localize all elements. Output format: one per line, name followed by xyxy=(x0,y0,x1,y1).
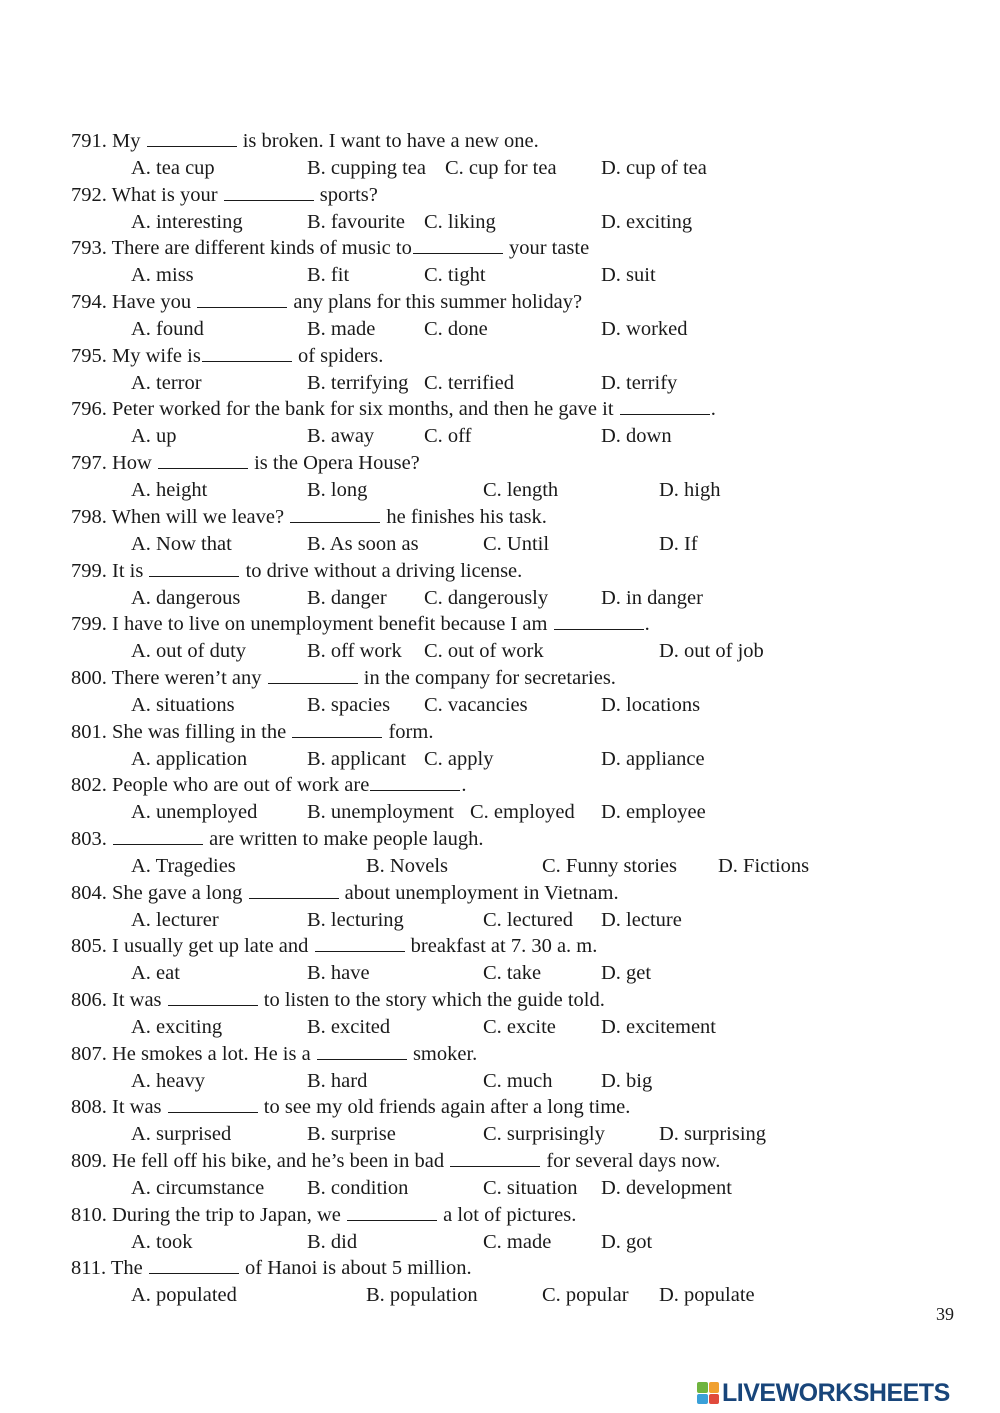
question-stem xyxy=(71,343,383,369)
question-stem xyxy=(71,665,616,691)
answer-option-b: B. Novels xyxy=(366,854,448,877)
question-stem xyxy=(71,1094,630,1120)
question-item xyxy=(71,558,971,612)
question-text: form. xyxy=(383,720,434,743)
answer-option-c: C. Funny stories xyxy=(542,854,677,877)
answer-option-a: A. populated xyxy=(131,1284,237,1307)
answer-option-c: C. much xyxy=(483,1069,553,1092)
answer-option-b: B. fit xyxy=(307,264,350,287)
answer-option-c: C. surprisingly xyxy=(483,1123,605,1146)
answer-option-b: B. hard xyxy=(307,1069,368,1092)
question-stem xyxy=(71,235,589,261)
question-text: 803. xyxy=(71,827,112,850)
question-text: a lot of pictures. xyxy=(438,1203,577,1226)
question-text: 805. I usually get up late and xyxy=(71,935,314,958)
answer-option-b: B. excited xyxy=(307,1016,391,1038)
question-stem xyxy=(71,504,547,530)
question-text: to see my old friends again after a long time. xyxy=(258,1096,631,1119)
answer-option-b: B. long xyxy=(307,479,368,502)
question-text: 798. When will we leave? xyxy=(71,505,290,528)
question-text: for several days now. xyxy=(541,1150,721,1173)
answer-option-b: B. have xyxy=(307,962,370,985)
question-text: 807. He smokes a lot. He is a xyxy=(71,1042,316,1065)
logo-square-orange xyxy=(709,1382,720,1393)
question-text: in the company for secretaries. xyxy=(358,666,616,689)
answer-option-b: B. condition xyxy=(307,1177,409,1200)
question-item xyxy=(71,665,971,719)
answer-blank[interactable] xyxy=(149,558,239,577)
question-stem xyxy=(71,611,650,637)
answer-option-c: C. tight xyxy=(424,264,486,287)
question-stem xyxy=(71,1041,477,1067)
question-stem xyxy=(71,1148,720,1174)
answer-option-b: B. danger xyxy=(307,586,387,609)
question-item xyxy=(71,611,971,665)
answer-blank[interactable] xyxy=(315,933,405,952)
question-stem xyxy=(71,128,539,154)
answer-option-a: A. Now that xyxy=(131,532,232,555)
answer-option-a: A. took xyxy=(131,1230,193,1253)
question-item xyxy=(71,289,971,343)
answer-option-b: B. applicant xyxy=(307,747,407,770)
question-text: 797. How xyxy=(71,452,157,475)
answer-blank[interactable] xyxy=(620,396,710,415)
question-text: 793. There are different kinds of music to xyxy=(71,237,412,260)
question-stem xyxy=(71,719,433,745)
answer-option-b: B. cupping tea xyxy=(307,157,426,179)
question-text: 802. People who are out of work are xyxy=(71,774,370,797)
answer-option-a: A. out of duty xyxy=(131,640,247,663)
answer-blank[interactable] xyxy=(370,772,460,791)
question-stem xyxy=(71,396,716,422)
answer-option-d: D. suit xyxy=(601,264,656,287)
answer-option-a: A. eat xyxy=(131,962,180,985)
logo-square-green xyxy=(697,1382,708,1393)
answer-option-d: D. locations xyxy=(601,693,701,716)
question-item xyxy=(71,343,971,397)
question-text: 795. My wife is xyxy=(71,344,201,367)
answer-option-a: A. found xyxy=(131,318,204,341)
question-stem xyxy=(71,772,466,798)
question-text: 804. She gave a long xyxy=(71,881,248,904)
answer-option-d: D. excitement xyxy=(601,1016,716,1038)
question-item xyxy=(71,450,971,504)
answer-option-d: D. get xyxy=(601,962,652,985)
answer-blank[interactable] xyxy=(268,665,358,684)
answer-option-a: A. height xyxy=(131,479,208,502)
question-item xyxy=(71,235,971,289)
page-number: 39 xyxy=(936,1304,954,1324)
question-text: breakfast at 7. 30 a. m. xyxy=(405,935,598,958)
question-item xyxy=(71,128,971,182)
question-stem xyxy=(71,880,619,906)
question-text: . xyxy=(644,613,650,636)
answer-blank[interactable] xyxy=(197,289,287,308)
answer-option-b: B. made xyxy=(307,318,376,341)
answer-option-a: A. lecturer xyxy=(131,908,219,931)
answer-option-c: C. done xyxy=(424,318,488,341)
question-text: of spiders. xyxy=(292,344,384,367)
answer-option-a: A. terror xyxy=(131,371,202,394)
answer-option-c: C. lectured xyxy=(483,908,573,931)
answer-option-a: A. dangerous xyxy=(131,586,241,609)
answer-option-d: D. development xyxy=(601,1177,732,1200)
answer-option-b: B. favourite xyxy=(307,210,405,233)
answer-option-a: A. circumstance xyxy=(131,1177,265,1200)
answer-blank[interactable] xyxy=(450,1148,540,1167)
answer-option-d: D. worked xyxy=(601,318,688,341)
question-text: 799. I have to live on unemployment benefit because I am xyxy=(71,613,553,636)
question-text: to listen to the story which the guide told. xyxy=(258,989,605,1011)
question-item xyxy=(71,880,971,934)
answer-option-a: A. exciting xyxy=(131,1016,223,1038)
question-item xyxy=(71,1255,971,1309)
answer-blank[interactable] xyxy=(168,1094,258,1113)
answer-option-a: A. situations xyxy=(131,693,235,716)
answer-option-d: D. high xyxy=(659,479,721,502)
question-text: 801. She was filling in the xyxy=(71,720,292,743)
answer-blank[interactable] xyxy=(149,1255,239,1274)
answer-option-a: A. heavy xyxy=(131,1069,206,1092)
answer-blank[interactable] xyxy=(317,1041,407,1060)
question-stem xyxy=(71,289,582,315)
question-text: is the Opera House? xyxy=(248,452,420,475)
question-item xyxy=(71,1202,971,1256)
answer-option-c: C. employed xyxy=(470,801,575,824)
answer-option-c: C. dangerously xyxy=(424,586,549,609)
answer-blank[interactable] xyxy=(168,987,258,1006)
answer-option-a: A. miss xyxy=(131,264,194,287)
answer-option-d: D. got xyxy=(601,1230,653,1253)
answer-option-d: D. big xyxy=(601,1069,653,1092)
question-text: sports? xyxy=(314,183,378,206)
question-list xyxy=(71,128,971,1309)
answer-option-b: B. population xyxy=(366,1284,478,1307)
question-item xyxy=(71,826,971,880)
answer-option-c: C. off xyxy=(424,425,472,448)
question-item xyxy=(71,719,971,773)
answer-option-a: A. interesting xyxy=(131,210,243,233)
liveworksheets-logo-text: LIVEWORKSHEETS xyxy=(722,1378,950,1407)
answer-option-a: A. tea cup xyxy=(131,157,215,179)
question-text: is broken. I want to have a new one. xyxy=(237,130,539,152)
question-item xyxy=(71,396,971,450)
question-text: 809. He fell off his bike, and he’s been in bad xyxy=(71,1150,450,1173)
answer-option-d: D. Fictions xyxy=(718,854,810,877)
answer-option-a: A. application xyxy=(131,747,248,770)
question-stem xyxy=(71,450,420,476)
question-text: 806. It was xyxy=(71,989,167,1011)
answer-blank[interactable] xyxy=(290,504,380,523)
question-item xyxy=(71,1094,971,1148)
question-text: . xyxy=(461,774,467,797)
question-text: about unemployment in Vietnam. xyxy=(339,881,619,904)
answer-blank[interactable] xyxy=(113,826,203,845)
answer-option-c: C. vacancies xyxy=(424,693,528,716)
answer-blank[interactable] xyxy=(158,450,248,469)
question-item xyxy=(71,1148,971,1202)
question-item xyxy=(71,772,971,826)
question-text: 810. During the trip to Japan, we xyxy=(71,1203,346,1226)
question-text: 799. It is xyxy=(71,559,149,582)
question-item xyxy=(71,182,971,236)
answer-option-c: C. Until xyxy=(483,532,550,555)
logo-square-red xyxy=(709,1394,720,1405)
question-stem xyxy=(71,1255,472,1281)
question-item xyxy=(71,1041,971,1095)
question-text: 796. Peter worked for the bank for six months, and then he gave it xyxy=(71,398,619,421)
question-text: 800. There weren’t any xyxy=(71,666,267,689)
answer-option-b: B. unemployment xyxy=(307,801,454,824)
answer-blank[interactable] xyxy=(249,880,339,899)
answer-option-c: C. excite xyxy=(483,1016,556,1038)
question-text: 794. Have you xyxy=(71,291,197,314)
question-text: 792. What is your xyxy=(71,183,223,206)
answer-option-c: C. length xyxy=(483,479,559,502)
answer-option-a: A. Tragedies xyxy=(131,854,236,877)
answer-option-c: C. situation xyxy=(483,1177,578,1200)
answer-option-d: D. in danger xyxy=(601,586,703,609)
answer-option-c: C. take xyxy=(483,962,542,985)
answer-option-c: C. liking xyxy=(424,210,496,233)
question-stem xyxy=(71,987,605,1013)
question-stem xyxy=(71,933,597,959)
question-text: he finishes his task. xyxy=(381,505,547,528)
logo-square-blue xyxy=(697,1394,708,1405)
answer-blank[interactable] xyxy=(554,611,644,630)
question-text: 791. My xyxy=(71,130,146,152)
question-item xyxy=(71,504,971,558)
answer-option-d: D. appliance xyxy=(601,747,705,770)
answer-option-d: D. lecture xyxy=(601,908,682,931)
answer-blank[interactable] xyxy=(413,235,503,254)
answer-blank[interactable] xyxy=(147,128,237,147)
answer-option-d: D. cup of tea xyxy=(601,157,707,179)
answer-option-b: B. off work xyxy=(307,640,402,663)
answer-option-a: A. surprised xyxy=(131,1123,232,1146)
question-text: to drive without a driving license. xyxy=(240,559,523,582)
answer-option-d: D. out of job xyxy=(659,640,764,663)
answer-option-b: B. lecturing xyxy=(307,908,404,931)
question-stem xyxy=(71,826,484,852)
answer-option-b: B. As soon as xyxy=(307,532,419,555)
answer-option-d: D. populate xyxy=(659,1284,755,1307)
question-stem xyxy=(71,1202,576,1228)
question-stem xyxy=(71,558,522,584)
question-stem xyxy=(71,182,378,208)
question-item xyxy=(71,987,971,1041)
answer-option-b: B. did xyxy=(307,1230,358,1253)
answer-option-b: B. spacies xyxy=(307,693,391,716)
answer-option-b: B. away xyxy=(307,425,375,448)
answer-option-d: D. terrify xyxy=(601,371,678,394)
answer-option-d: D. surprising xyxy=(659,1123,767,1146)
question-text: of Hanoi is about 5 million. xyxy=(239,1257,472,1280)
question-item xyxy=(71,933,971,987)
answer-option-a: A. up xyxy=(131,425,177,448)
answer-option-c: C. made xyxy=(483,1230,552,1253)
question-text: . xyxy=(710,398,716,421)
liveworksheets-logo[interactable] xyxy=(697,1378,950,1408)
question-text: your taste xyxy=(503,237,590,260)
answer-option-c: C. out of work xyxy=(424,640,544,663)
answer-blank[interactable] xyxy=(224,182,314,201)
answer-option-c: C. apply xyxy=(424,747,494,770)
question-text: are written to make people laugh. xyxy=(204,827,484,850)
answer-option-c: C. popular xyxy=(542,1284,629,1307)
answer-option-c: C. terrified xyxy=(424,371,514,394)
answer-option-c: C. cup for tea xyxy=(445,157,557,179)
answer-option-d: D. down xyxy=(601,425,672,448)
answer-blank[interactable] xyxy=(347,1202,437,1221)
liveworksheets-logo-icon xyxy=(697,1382,719,1404)
answer-option-d: D. employee xyxy=(601,801,706,824)
answer-blank[interactable] xyxy=(202,343,292,362)
answer-option-b: B. terrifying xyxy=(307,371,409,394)
answer-option-a: A. unemployed xyxy=(131,801,258,824)
question-text: any plans for this summer holiday? xyxy=(288,291,583,314)
answer-blank[interactable] xyxy=(292,719,382,738)
question-text: 811. The xyxy=(71,1257,148,1280)
answer-option-d: D. If xyxy=(659,532,698,555)
question-text: smoker. xyxy=(407,1042,478,1065)
question-text: 808. It was xyxy=(71,1096,167,1119)
answer-option-b: B. surprise xyxy=(307,1123,396,1146)
answer-option-d: D. exciting xyxy=(601,210,693,233)
